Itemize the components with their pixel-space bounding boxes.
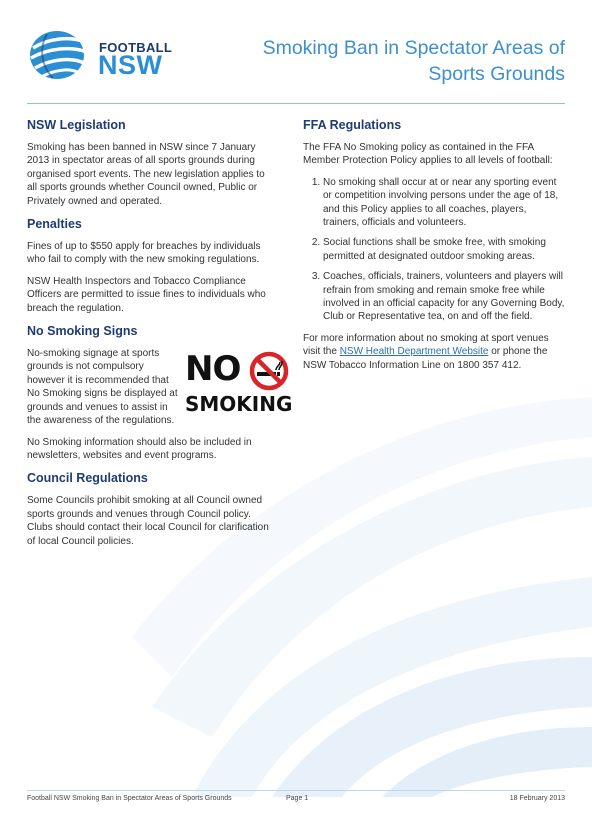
more-info-suffix: or phone the NSW Tobacco Information Line on 1800 357 412.: [303, 346, 548, 371]
signs-information-text: No Smoking information should also be included in newsletters, websites and event programs.: [27, 436, 252, 461]
heading-no-smoking-signs: No Smoking Signs: [27, 324, 138, 339]
section-council-regulations: [27, 470, 277, 548]
heading-council-regulations: Council Regulations: [27, 471, 148, 486]
section-ffa-regulations: [303, 117, 565, 372]
list-item: 1. No smoking shall occur at or near any sporting event or competition involving persons under the age of 18, and this Policy applies to all coaches, players, trainers, officials and volunteers.: [323, 176, 565, 230]
footer-page-number: Page 1: [286, 795, 309, 802]
list-item: 2. Social functions shall be smoke free, with smoking permitted at designated outdoor smoking areas.: [323, 236, 565, 263]
no-smoking-icon: [249, 351, 289, 391]
footer-divider: [27, 790, 565, 791]
more-information-text: [303, 332, 565, 372]
ffa-rules-list: [303, 176, 565, 324]
section-no-smoking-signs: [27, 323, 293, 462]
signs-content: [27, 347, 293, 427]
globe-icon: [27, 28, 91, 82]
left-column: [27, 117, 293, 556]
right-column: [303, 117, 565, 380]
legislation-body: Smoking has been banned in NSW since 7 January 2013 in spectator areas of all sports grounds during organised sport events. The new legislation applies to all sports grounds whether Council owned, Public or Privately owned and operated.: [27, 142, 265, 207]
heading-penalties: Penalties: [27, 217, 82, 232]
penalties-officers-text: NSW Health Inspectors and Tobacco Compliance Officers are permitted to issue fines to individuals who breach the regulation.: [27, 275, 266, 314]
heading-ffa-regulations: FFA Regulations: [303, 118, 402, 132]
logo-line-football: FOOTBALL: [99, 40, 173, 55]
footer-document-title: Football NSW Smoking Ban in Spectator Areas of Sports Grounds: [27, 795, 232, 802]
header-divider: [27, 103, 565, 104]
page-title: Smoking Ban in Spectator Areas of Sports Grounds: [262, 37, 565, 85]
no-smoking-sign-image: [185, 349, 293, 419]
penalties-fines-text: Fines of up to $550 apply for breaches by individuals who fail to comply with the new smoking regulations.: [27, 241, 261, 266]
section-penalties: [27, 216, 277, 315]
nsw-health-website-link[interactable]: NSW Health Department Website: [339, 346, 489, 358]
council-body: Some Councils prohibit smoking at all Council owned sports grounds and venues through Council policy. Clubs should contact their local Council for clarification of local Council policies.: [27, 495, 269, 547]
sign-smoking-text: SMOKING: [185, 392, 293, 417]
ffa-intro: The FFA No Smoking policy as contained in the FFA Member Protection Policy applies to all levels of football:: [303, 142, 553, 167]
logo-line-nsw: NSW: [98, 50, 163, 80]
section-nsw-legislation: [27, 117, 277, 208]
football-nsw-logo: [27, 28, 187, 82]
signs-signage-text: No-smoking signage at sports grounds is not compulsory however it is recommended that No Smoking signs be displayed at grounds and venues to assist in the awareness of the regulations.: [27, 348, 178, 427]
more-info-prefix: For more information about no smoking at sport venues visit the: [303, 332, 549, 358]
heading-nsw-legislation: NSW Legislation: [27, 118, 126, 132]
sign-no-text: NO: [185, 349, 241, 390]
footer-date: 18 February 2013: [509, 795, 565, 802]
list-item: 3. Coaches, officials, trainers, volunteers and players will refrain from smoking and remain smoke free while involved in an official capacity for any Governing Body, Club or Representative tea, on and off the field.: [323, 270, 565, 324]
